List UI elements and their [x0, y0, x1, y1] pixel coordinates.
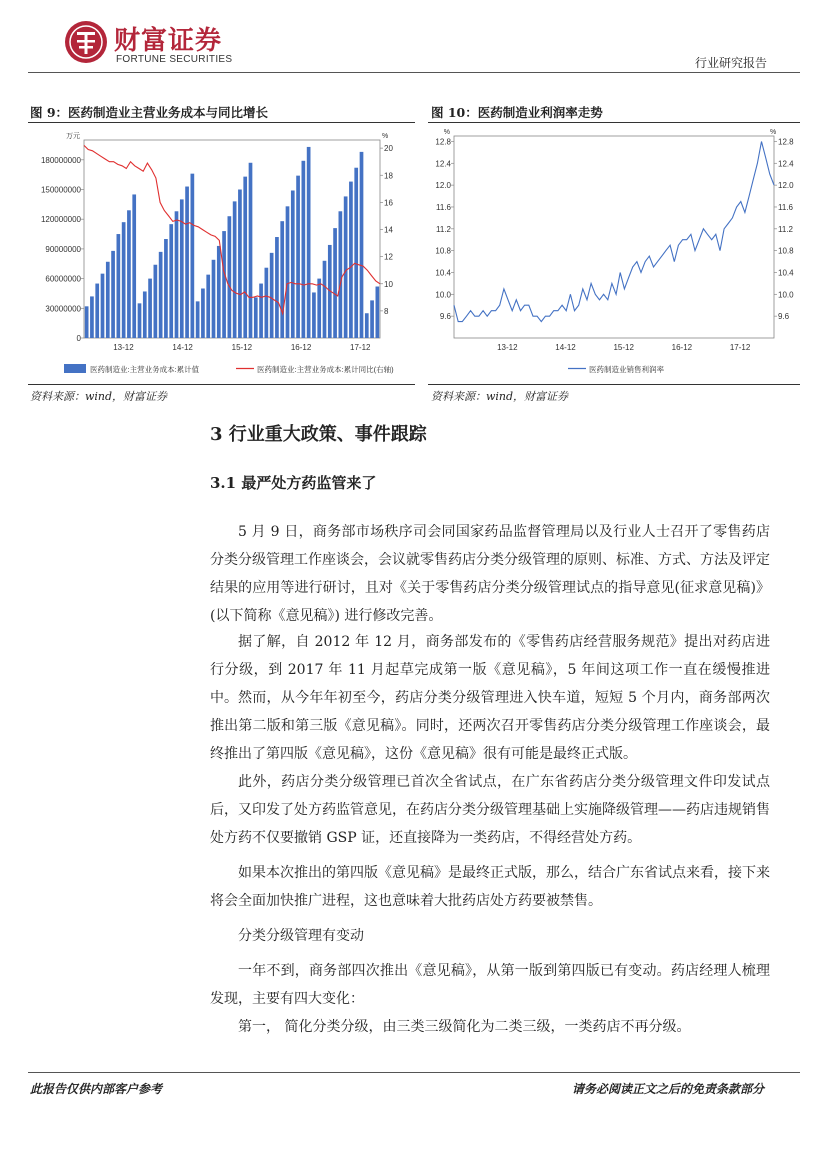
footer-disclaimer-right: 请务必阅读正文之后的免责条款部分 [572, 1082, 765, 1096]
cost-bar [154, 265, 158, 338]
cost-bar [323, 261, 327, 338]
paragraph-4: 此外，药店分类分级管理已首次全省试点，在广东省药店分类分级管理文件印发试点后，又印发了处方药监管意见，在药店分类分级管理基础上实施降级管理——药店违规销售处方药不仅要撤销 GSP 证，还直接降为一类药店，不得经营处方药。 [210, 774, 770, 846]
cost-bar [265, 268, 269, 338]
cost-bar [286, 206, 290, 338]
cost-bar [254, 297, 258, 338]
section-heading: 3 行业重大政策、事件跟踪 [210, 424, 427, 445]
paragraph-2: 据了解，自 2012 年 12 月，商务部发布的《零售药店经营服务规范》提出对药店进行分级，到 2017 年 11 月起草完成第一版《意见稿》，5 年间这项工作一直在缓慢推进中。 [210, 634, 770, 706]
x-tick-label: 17-12 [729, 343, 751, 352]
paragraph-8: 第一， 简化分类分级，由三类三级简化为二类三级，一类药店不再分级。 [238, 1019, 691, 1035]
cost-bar [339, 211, 343, 338]
cost-bar [206, 275, 210, 338]
x-tick-label: 15-12 [613, 343, 634, 352]
cost-bar [95, 284, 99, 338]
cost-bar [201, 289, 205, 339]
cost-bar [212, 260, 216, 338]
cost-bar [101, 274, 105, 338]
cost-bar [296, 176, 300, 338]
cost-bar [275, 237, 279, 338]
left-tick-label: 12.0 [435, 181, 451, 191]
cost-bar [132, 194, 136, 338]
legend-bar-swatch [64, 364, 86, 373]
cost-bar [222, 231, 226, 338]
cost-bar [169, 224, 173, 338]
right-tick-label: 12 [384, 252, 393, 262]
cost-bar [233, 201, 237, 338]
cost-bar [127, 210, 131, 338]
paragraph-3: 然而，从今年年初至今，药店分类分级管理进入快车道，短短 5 个月内，商务部两次推出第二版和第三版《意见稿》。同时，还两次召开零售药店分类分级管理工作座谈会，最终推出了第四版《意见稿》，这份《意见稿》很有可能是最终正式版。 [210, 690, 770, 762]
right-tick-label: 10.0 [778, 290, 794, 300]
cost-bar [259, 284, 263, 338]
cost-bar [307, 147, 311, 338]
cost-bar [280, 221, 284, 338]
left-tick-label: 11.2 [436, 224, 451, 234]
left-tick-label: 180000000 [40, 155, 81, 165]
right-axis-unit: % [382, 133, 389, 140]
x-tick-label: 16-12 [671, 343, 693, 352]
cost-bar [196, 301, 200, 338]
left-axis-unit: 万元 [66, 133, 80, 140]
figure-bottom-rule-left [28, 384, 415, 385]
cost-bar [148, 279, 152, 338]
right-tick-label: 20 [384, 144, 393, 154]
right-axis-unit: % [770, 129, 777, 136]
right-tick-label: 12.4 [778, 159, 794, 169]
right-tick-label: 14 [384, 225, 393, 235]
cost-bar [185, 187, 189, 338]
x-tick-label: 14-12 [555, 343, 576, 352]
report-type: 行业研究报告 [695, 56, 768, 70]
cost-bar [175, 211, 179, 338]
left-tick-label: 30000000 [45, 304, 81, 314]
left-tick-label: 10.8 [435, 246, 451, 256]
cost-bar [122, 222, 126, 338]
figure-10-title: 图 10：医药制造业利润率走势 [431, 105, 603, 120]
cost-bar [238, 190, 242, 339]
paragraph-1: 5 月 9 日，商务部市场秩序司会同国家药品监督管理局以及行业人士召开了零售药店分类分级管理工作座谈会，会议就零售药店分类分级管理的原则、标准、方式、方法及评定结果的应用等进行研讨，且对《关于零售药店分类分级管理试点的指导意见(征求意见稿)》(以下简称《意见稿》) 进行修改完善。 [210, 524, 770, 624]
right-tick-label: 16 [384, 198, 393, 208]
profit-margin-chart [428, 126, 800, 382]
cost-bar [312, 292, 316, 338]
left-tick-label: 11.6 [436, 202, 451, 212]
legend-bar-label: 医药制造业:主营业务成本:累计值 [90, 365, 200, 374]
cost-bar [228, 216, 232, 338]
cost-bar [302, 161, 306, 338]
left-tick-label: 12.4 [435, 159, 451, 169]
figure-title-rule-left [28, 122, 415, 123]
x-tick-label: 16-12 [290, 343, 312, 352]
x-tick-label: 13-12 [497, 343, 518, 352]
figure-9-title: 图 9：医药制造业主营业务成本与同比增长 [30, 105, 269, 120]
cost-bar [90, 296, 94, 338]
cost-bar [354, 168, 358, 338]
cost-bar [370, 300, 374, 338]
x-tick-label: 14-12 [172, 343, 193, 352]
cost-bar [365, 313, 369, 338]
logo-subtitle: FORTUNE SECURITIES [116, 54, 233, 65]
cost-growth-chart [28, 126, 415, 382]
right-tick-label: 10.4 [778, 268, 794, 278]
paragraph-5: 如果本次推出的第四版《意见稿》是最终正式版，那么，结合广东省试点来看，接下来将会全面加快推广进程，这也意味着大批药店处方药要被禁售。 [210, 865, 770, 909]
legend-line-label: 医药制造业销售利润率 [589, 365, 664, 374]
x-tick-label: 13-12 [113, 343, 134, 352]
cost-bar [249, 163, 253, 338]
cost-bar [117, 234, 121, 338]
right-tick-label: 10.8 [778, 246, 794, 256]
left-tick-label: 0 [76, 334, 81, 343]
paragraph-6: 分类分级管理有变动 [238, 928, 364, 944]
plot-frame [454, 136, 774, 338]
cost-bar [143, 291, 147, 338]
cost-bar [106, 262, 110, 338]
footer-rule [28, 1072, 800, 1073]
right-tick-label: 10 [384, 279, 393, 289]
paragraph-7: 一年不到，商务部四次推出《意见稿》，从第一版到第四版已有变动。药店经理人梳理发现，主要有四大变化： [210, 963, 770, 1007]
cost-bar [159, 252, 163, 338]
header-rule [28, 72, 800, 73]
footer-disclaimer-left: 此报告仅供内部客户参考 [30, 1082, 163, 1096]
right-tick-label: 12.0 [778, 181, 794, 191]
cost-bar [243, 177, 247, 338]
right-tick-label: 11.6 [778, 202, 793, 212]
figure-9-source: 资料来源：wind，财富证券 [30, 390, 168, 403]
logo-emblem-icon [64, 20, 108, 64]
figure-bottom-rule-right [428, 384, 800, 385]
left-tick-label: 10.4 [435, 268, 451, 278]
cost-bar [180, 199, 184, 338]
profit-margin-line [454, 142, 774, 322]
company-logo [64, 20, 108, 64]
cost-bar [270, 253, 274, 338]
cost-bar [360, 152, 364, 338]
left-tick-label: 90000000 [45, 244, 81, 254]
right-tick-label: 9.6 [778, 312, 790, 322]
left-tick-label: 12.8 [435, 137, 451, 147]
logo-title: 财富证券 [114, 26, 223, 56]
cost-bar [138, 303, 142, 338]
left-tick-label: 60000000 [45, 274, 81, 284]
cost-bar [85, 306, 89, 338]
left-axis-unit: % [443, 129, 450, 136]
cost-bar [164, 239, 168, 338]
cost-bar [111, 251, 115, 338]
right-tick-label: 18 [384, 171, 393, 181]
cost-bar [291, 190, 295, 338]
figure-title-rule-right [428, 122, 800, 123]
right-tick-label: 11.2 [778, 224, 793, 234]
x-tick-label: 17-12 [350, 343, 371, 352]
cost-bar [349, 182, 353, 338]
cost-bar [333, 228, 337, 338]
left-tick-label: 120000000 [40, 215, 81, 225]
figure-10-source: 资料来源：wind，财富证券 [431, 390, 569, 403]
right-tick-label: 12.8 [778, 137, 794, 147]
cost-bar [376, 287, 380, 338]
cost-bar [217, 246, 221, 338]
cost-bar [191, 174, 195, 338]
subsection-heading: 3.1 最严处方药监管来了 [210, 474, 377, 492]
x-tick-label: 15-12 [231, 343, 253, 352]
right-tick-label: 8 [384, 306, 389, 316]
left-tick-label: 10.0 [435, 290, 451, 300]
legend-line-label: 医药制造业:主营业务成本:累计同比(右轴) [257, 365, 394, 374]
cost-bar [344, 196, 348, 338]
cost-bar [317, 279, 321, 338]
left-tick-label: 150000000 [40, 185, 81, 195]
left-tick-label: 9.6 [439, 312, 451, 322]
